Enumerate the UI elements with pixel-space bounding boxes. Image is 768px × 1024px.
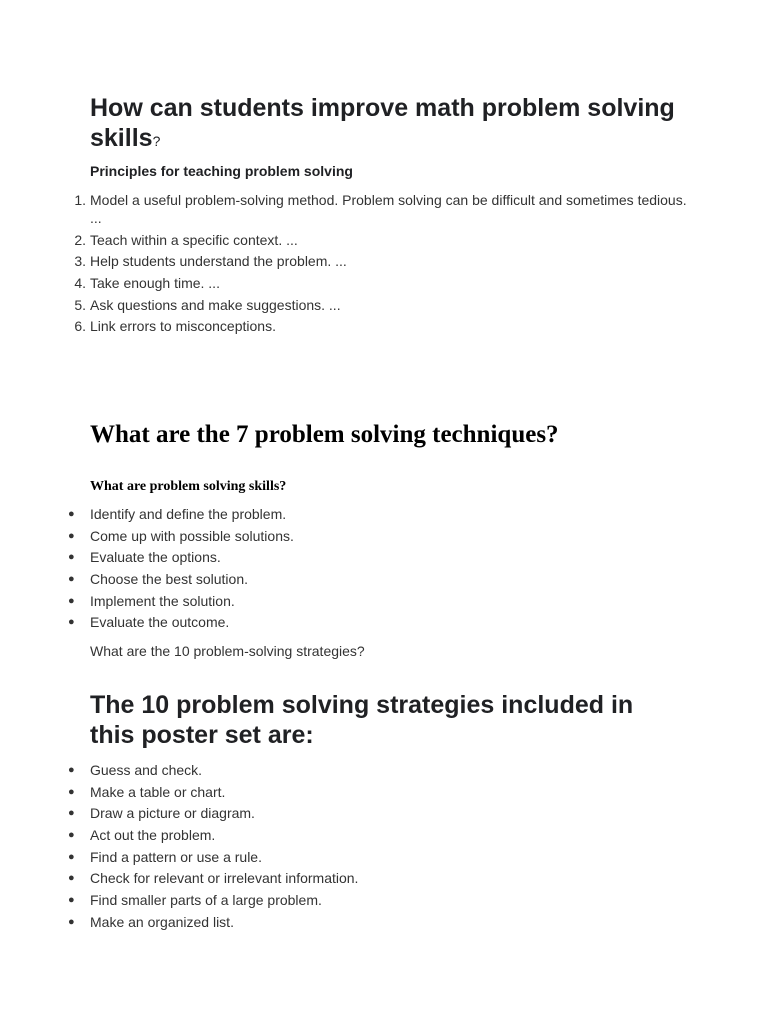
bullet-icon: ● [68, 829, 75, 842]
list-item [68, 848, 690, 866]
list-number: 2. [74, 231, 86, 248]
list-item [74, 231, 690, 249]
list-item [68, 761, 690, 779]
list-item-text: Ask questions and make suggestions. ... [90, 296, 341, 313]
list-item-text: Link errors to misconceptions. [90, 318, 276, 335]
list-item [68, 548, 690, 566]
list-item [68, 869, 690, 887]
list-item [68, 826, 690, 844]
list-item-text: Draw a picture or diagram. [90, 805, 255, 822]
list-item-text: Help students understand the problem. ... [90, 253, 347, 270]
list-item [74, 317, 690, 335]
list-item-text: Evaluate the options. [90, 549, 221, 566]
section1-subtitle: Principles for teaching problem solving [90, 163, 353, 179]
section3-list [68, 761, 690, 935]
bullet-icon: ● [68, 915, 75, 928]
list-item-text: Guess and check. [90, 762, 203, 778]
list-item [68, 783, 690, 801]
list-item [68, 913, 690, 931]
list-item [74, 274, 690, 292]
bullet-icon: ● [68, 551, 75, 564]
list-number: 1. [74, 192, 86, 208]
section1-title-suffix: ? [152, 133, 161, 149]
list-item [74, 252, 690, 270]
list-item [68, 891, 690, 909]
section1-title [90, 93, 690, 156]
list-item [74, 191, 690, 227]
list-item-text: Choose the best solution. [90, 571, 248, 588]
bullet-icon: ● [68, 850, 75, 863]
section2-trailing-text: What are the 10 problem-solving strategies? [90, 643, 365, 659]
bullet-icon: ● [68, 529, 75, 542]
bullet-icon: ● [68, 764, 75, 776]
list-item [68, 570, 690, 588]
bullet-icon: ● [68, 872, 75, 885]
bullet-icon: ● [68, 785, 75, 798]
list-item-text: Make an organized list. [90, 913, 234, 930]
bullet-icon: ● [68, 616, 75, 629]
list-item-text: Teach within a specific context. ... [90, 231, 298, 248]
list-item-text: Evaluate the outcome. [90, 614, 230, 631]
list-item-text: Implement the solution. [90, 592, 235, 609]
section1-title-text: How can students improve math problem solving skills [90, 94, 675, 152]
list-item-text: Come up with possible solutions. [90, 527, 294, 544]
list-item-text: Identify and define the problem. [90, 506, 287, 522]
bullet-icon: ● [68, 573, 75, 586]
bullet-icon: ● [68, 807, 75, 820]
list-item-text: Act out the problem. [90, 827, 216, 844]
list-item-text: Check for relevant or irrelevant information. [90, 870, 359, 887]
section3-title: The 10 problem solving strategies included in this poster set are: [90, 691, 634, 749]
list-item [74, 296, 690, 314]
section1-list [74, 191, 690, 339]
section2-title: What are the 7 problem solving techniques? [90, 421, 559, 448]
bullet-icon: ● [68, 594, 75, 607]
list-item [68, 804, 690, 822]
list-item [68, 527, 690, 545]
list-item-text: Take enough time. ... [90, 275, 220, 292]
bullet-icon: ● [68, 894, 75, 907]
list-item-text: Find smaller parts of a large problem. [90, 892, 322, 909]
list-item [68, 613, 690, 631]
list-number: 5. [74, 296, 86, 313]
list-item [68, 592, 690, 610]
list-number: 4. [74, 275, 86, 292]
list-number: 6. [74, 318, 86, 335]
section2-list [68, 505, 690, 635]
list-item [68, 505, 690, 523]
list-number: 3. [74, 253, 86, 270]
list-item-text: Model a useful problem-solving method. Problem solving can be difficult and sometimes tedious. ... [90, 192, 687, 226]
list-item-text: Make a table or chart. [90, 783, 226, 800]
list-item-text: Find a pattern or use a rule. [90, 848, 262, 865]
section2-subtitle: What are problem solving skills? [90, 479, 287, 494]
bullet-icon: ● [68, 508, 75, 520]
